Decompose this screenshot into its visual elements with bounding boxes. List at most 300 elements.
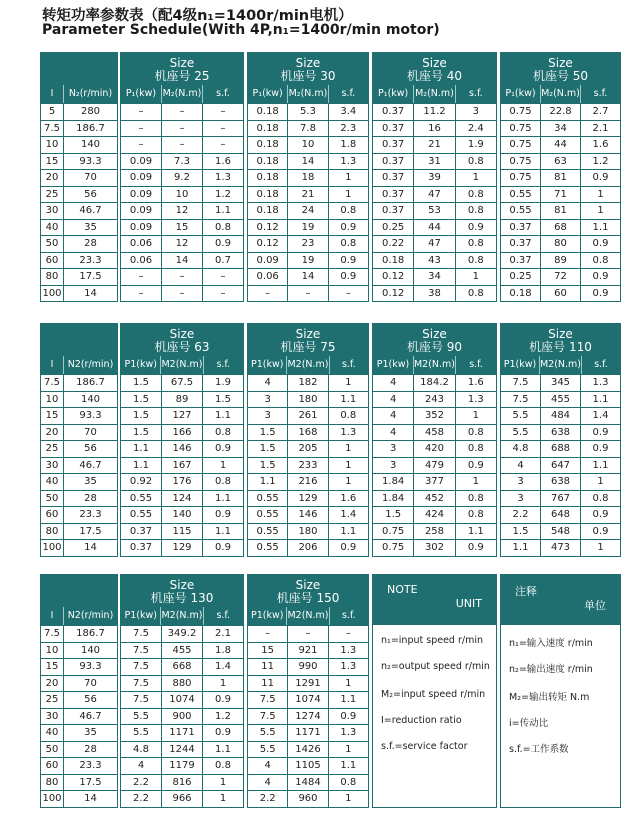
table-cell: 5.5 (501, 425, 540, 441)
rpm-header-blank (41, 53, 117, 85)
table-cell: – (162, 121, 202, 137)
table-row (501, 203, 620, 219)
table-cell: 0.55 (248, 524, 287, 540)
table-row (373, 269, 496, 285)
column-header: M₂(N.m) (162, 85, 203, 103)
table-row (41, 540, 117, 556)
table-cell: 1 (329, 474, 368, 490)
table-cell: 1 (581, 474, 620, 490)
table-cell: 1274 (288, 709, 327, 725)
table-cell: 1.2 (581, 154, 620, 170)
table-cell: 1.2 (203, 709, 243, 725)
table-cell: 2.7 (581, 104, 620, 120)
table-cell: 0.8 (456, 491, 496, 507)
table-cell: 1.84 (373, 474, 413, 490)
speed-cell: 70 (64, 676, 117, 692)
table-cell: 7.5 (121, 692, 161, 708)
ratio-cell: 60 (41, 758, 63, 774)
table-cell: 1.5 (121, 425, 161, 441)
ratio-cell: 10 (41, 643, 63, 659)
table-cell: 452 (414, 491, 454, 507)
table-row (121, 170, 243, 186)
table-cell: 0.9 (456, 220, 496, 236)
table-cell: 1179 (162, 758, 202, 774)
size-panel-header (248, 324, 368, 374)
size-label: Size (169, 578, 195, 592)
table-row (373, 203, 496, 219)
table-cell: 0.09 (121, 187, 161, 203)
speed-cell: 140 (64, 392, 117, 408)
table-row (41, 253, 117, 269)
table-row (248, 121, 368, 137)
ratio-cell: 100 (41, 791, 63, 807)
table-cell: 81 (541, 170, 580, 186)
table-row (501, 540, 620, 556)
table-cell: 0.9 (329, 253, 368, 269)
table-cell: 302 (414, 540, 454, 556)
table-cell: 47 (414, 187, 454, 203)
table-cell: 0.09 (121, 154, 161, 170)
table-cell: 1.6 (329, 491, 368, 507)
table-row (121, 375, 243, 391)
table-row (41, 203, 117, 219)
column-headers (373, 85, 496, 103)
table-row (121, 187, 243, 203)
table-cell: 1.5 (248, 441, 287, 457)
table-cell: 39 (414, 170, 454, 186)
table-cell: 0.75 (373, 524, 413, 540)
table-cell: 4 (501, 458, 540, 474)
speed-cell: 93.3 (64, 408, 117, 424)
table-cell: – (121, 286, 161, 302)
table-cell: 5.5 (248, 725, 287, 741)
table-row (41, 408, 117, 424)
table-cell: 0.06 (121, 236, 161, 252)
table-cell: 146 (288, 507, 327, 523)
table-row (121, 725, 243, 741)
speed-cell: 56 (64, 692, 117, 708)
table-cell: 1291 (288, 676, 327, 692)
table-cell: 176 (162, 474, 202, 490)
frame-number: 机座号 63 (154, 340, 210, 354)
table-cell: 7.5 (121, 643, 161, 659)
table-cell: 5.5 (501, 408, 540, 424)
table-cell: 0.37 (373, 104, 413, 120)
table-row (41, 659, 117, 675)
table-row (248, 425, 368, 441)
table-cell: 1 (329, 676, 368, 692)
table-row (121, 137, 243, 153)
table-cell: 816 (162, 775, 202, 791)
size-label: Size (422, 56, 447, 70)
table-row (121, 775, 243, 791)
table-cell: 0.37 (373, 154, 413, 170)
column-headers (248, 356, 368, 374)
table-row (248, 524, 368, 540)
table-row (41, 441, 117, 457)
ratio-cell: 20 (41, 425, 63, 441)
table-cell: 1.5 (501, 524, 540, 540)
table-cell: 0.18 (248, 187, 287, 203)
table-cell: 1 (203, 676, 243, 692)
table-cell: 1 (329, 187, 368, 203)
table-row (248, 236, 368, 252)
table-cell: 0.9 (581, 507, 620, 523)
rpm-column-block (40, 574, 118, 808)
table-cell: 2.2 (501, 507, 540, 523)
table-cell: 1244 (162, 742, 202, 758)
table-cell: 23 (288, 236, 327, 252)
ratio-cell: 40 (41, 474, 63, 490)
table-cell: 0.75 (501, 170, 540, 186)
unit-title: UNIT (455, 597, 482, 610)
note-panel-cn (500, 574, 621, 808)
ratio-cell: 50 (41, 236, 63, 252)
ratio-cell: 60 (41, 253, 63, 269)
table-cell: 1 (581, 203, 620, 219)
note-header (373, 575, 496, 625)
table-cell: 1.5 (121, 392, 161, 408)
table-cell: 1.8 (329, 137, 368, 153)
page-title-cn: 转矩功率参数表（配4级n₁=1400r/min电机） (42, 8, 353, 24)
table-row (121, 104, 243, 120)
size-panel-header (248, 575, 368, 625)
table-cell: 1.5 (248, 458, 287, 474)
table-cell: – (329, 626, 368, 642)
table-row (248, 676, 368, 692)
table-cell: 0.8 (581, 491, 620, 507)
table-cell: 647 (541, 458, 580, 474)
table-cell: 180 (288, 524, 327, 540)
column-header: M2(N.m) (161, 607, 203, 625)
column-header: M2(N.m) (540, 356, 582, 374)
table-row (248, 742, 368, 758)
table-cell: 1.1 (203, 524, 243, 540)
table-row (501, 441, 620, 457)
table-cell: 0.18 (248, 154, 287, 170)
table-cell: 0.25 (501, 269, 540, 285)
size-panel-header (501, 53, 620, 103)
table-cell: 14 (162, 253, 202, 269)
table-row (41, 154, 117, 170)
table-cell: 648 (541, 507, 580, 523)
table-cell: 0.8 (456, 441, 496, 457)
size-panel-header (121, 575, 243, 625)
speed-cell: 28 (64, 491, 117, 507)
speed-cell: 70 (64, 425, 117, 441)
table-cell: 0.9 (456, 540, 496, 556)
table-cell: 0.9 (456, 458, 496, 474)
speed-cell: 46.7 (64, 709, 117, 725)
table-cell: 4 (121, 758, 161, 774)
table-cell: 455 (541, 392, 580, 408)
ratio-cell: 50 (41, 491, 63, 507)
size-panel (120, 52, 244, 302)
table-cell: 44 (541, 137, 580, 153)
table-cell: 34 (414, 269, 454, 285)
table-row (41, 758, 117, 774)
table-cell: 180 (288, 392, 327, 408)
ratio-cell: 15 (41, 659, 63, 675)
table-cell: 0.9 (203, 507, 243, 523)
table-cell: 1.3 (456, 392, 496, 408)
table-row (248, 626, 368, 642)
note-header (501, 575, 620, 625)
table-cell: 688 (541, 441, 580, 457)
table-cell: 4 (248, 375, 287, 391)
size-panel (120, 574, 244, 808)
table-cell: 1426 (288, 742, 327, 758)
table-cell: – (203, 286, 243, 302)
table-row (41, 791, 117, 807)
table-cell: 4.8 (501, 441, 540, 457)
table-cell: – (121, 104, 161, 120)
table-cell: 0.8 (456, 154, 496, 170)
table-row (41, 236, 117, 252)
frame-number: 机座号 150 (276, 591, 340, 605)
rpm-column-headers (41, 85, 117, 103)
size-panel-header (121, 324, 243, 374)
rpm-column-headers (41, 356, 117, 374)
table-cell: 0.37 (501, 220, 540, 236)
frame-number: 机座号 50 (532, 69, 589, 83)
table-row (121, 791, 243, 807)
table-cell: 0.55 (248, 491, 287, 507)
table-row (121, 692, 243, 708)
table-cell: 1 (456, 269, 496, 285)
table-cell: 1.1 (581, 392, 620, 408)
table-cell: 0.9 (581, 286, 620, 302)
table-cell: 7.5 (501, 375, 540, 391)
table-cell: 0.9 (203, 441, 243, 457)
table-cell: 0.55 (248, 507, 287, 523)
table-row (121, 507, 243, 523)
column-header: P1(kw) (121, 607, 161, 625)
table-row (121, 203, 243, 219)
table-row (121, 286, 243, 302)
table-cell: 9.2 (162, 170, 202, 186)
table-cell: 1.1 (121, 441, 161, 457)
table-row (41, 643, 117, 659)
table-cell: 0.18 (248, 104, 287, 120)
size-panel (247, 52, 369, 302)
table-cell: 349.2 (162, 626, 202, 642)
note-line: n₂=输出速度 r/min (509, 664, 593, 675)
speed-cell: 186.7 (64, 121, 117, 137)
table-cell: 1 (329, 742, 368, 758)
table-row (121, 524, 243, 540)
table-cell: – (203, 104, 243, 120)
table-row (373, 137, 496, 153)
table-cell: 14 (288, 269, 327, 285)
table-cell: 7.5 (501, 392, 540, 408)
speed-cell: 186.7 (64, 375, 117, 391)
table-cell: 0.75 (501, 154, 540, 170)
table-cell: – (162, 286, 202, 302)
table-row (501, 408, 620, 424)
table-cell: 4 (248, 775, 287, 791)
speed-cell: 56 (64, 187, 117, 203)
table-cell: 3.4 (329, 104, 368, 120)
table-cell: 0.9 (581, 236, 620, 252)
table-cell: 1 (329, 375, 368, 391)
table-cell: 0.55 (501, 203, 540, 219)
table-cell: 1.1 (203, 408, 243, 424)
table-cell: 1.6 (456, 375, 496, 391)
table-cell: 473 (541, 540, 580, 556)
table-cell: 1 (456, 474, 496, 490)
table-cell: 1 (329, 458, 368, 474)
table-cell: 4 (373, 408, 413, 424)
table-cell: 1.1 (581, 220, 620, 236)
output-speed-header: N2(r/min) (67, 610, 114, 621)
speed-cell: 23.3 (64, 253, 117, 269)
table-cell: 18 (288, 170, 327, 186)
ratio-cell: 20 (41, 170, 63, 186)
table-cell: 1074 (288, 692, 327, 708)
output-speed-header: N₂(r/min) (68, 88, 113, 99)
note-line: s.f.=service factor (381, 741, 468, 752)
table-cell: – (162, 104, 202, 120)
table-cell: 5.5 (121, 725, 161, 741)
table-cell: – (288, 286, 327, 302)
table-cell: 0.75 (501, 104, 540, 120)
data-rows (501, 103, 620, 301)
size-panel (372, 323, 497, 557)
ratio-cell: 7.5 (41, 121, 63, 137)
rpm-column-block (40, 52, 118, 302)
table-row (373, 220, 496, 236)
table-cell: 2.3 (329, 121, 368, 137)
table-row (248, 458, 368, 474)
table-row (121, 540, 243, 556)
data-rows (501, 374, 620, 556)
table-cell: 1 (329, 170, 368, 186)
table-cell: 1.1 (203, 203, 243, 219)
table-row (121, 742, 243, 758)
ratio-cell: 30 (41, 458, 63, 474)
table-cell: 0.9 (203, 540, 243, 556)
ratio-cell: 40 (41, 725, 63, 741)
data-rows (373, 103, 496, 301)
note-line: n₂=output speed r/min (381, 661, 490, 672)
note-title: NOTE (387, 583, 418, 596)
ratio-cell: 25 (41, 441, 63, 457)
table-cell: 921 (288, 643, 327, 659)
data-rows (121, 103, 243, 301)
table-cell: 0.37 (373, 203, 413, 219)
note-title: 注释 (515, 585, 537, 598)
ratio-cell: 80 (41, 775, 63, 791)
note-line: M₂=input speed r/min (381, 689, 486, 700)
speed-cell: 186.7 (64, 626, 117, 642)
table-cell: 89 (541, 253, 580, 269)
table-cell: 0.18 (248, 203, 287, 219)
table-cell: – (288, 626, 327, 642)
table-row (121, 659, 243, 675)
column-header: s.f. (594, 359, 608, 370)
table-cell: 0.09 (121, 170, 161, 186)
table-cell: 0.75 (501, 121, 540, 137)
table-cell: 1484 (288, 775, 327, 791)
table-cell: 0.18 (248, 121, 287, 137)
table-row (373, 392, 496, 408)
table-row (41, 524, 117, 540)
table-cell: 0.92 (121, 474, 161, 490)
column-header: P₁(kw) (501, 85, 541, 103)
ratio-cell: 5 (41, 104, 63, 120)
table-cell: 1.3 (329, 154, 368, 170)
table-cell: 167 (162, 458, 202, 474)
table-cell: 1.4 (203, 659, 243, 675)
table-row (373, 491, 496, 507)
column-headers (121, 607, 243, 625)
column-header: s.f. (216, 610, 231, 621)
table-row (248, 692, 368, 708)
table-row (248, 187, 368, 203)
table-cell: 1.8 (203, 643, 243, 659)
table-row (501, 458, 620, 474)
column-header: M2(N.m) (287, 356, 329, 374)
table-row (121, 154, 243, 170)
table-row (248, 375, 368, 391)
table-row (41, 692, 117, 708)
table-cell: 2.1 (203, 626, 243, 642)
rpm-header-blank (41, 575, 117, 607)
table-cell: 1.1 (501, 540, 540, 556)
table-row (121, 441, 243, 457)
table-cell: 1.4 (581, 408, 620, 424)
size-label: Size (295, 56, 321, 70)
table-cell: 81 (541, 203, 580, 219)
column-headers (121, 85, 243, 103)
speed-cell: 35 (64, 220, 117, 236)
ratio-cell: 50 (41, 742, 63, 758)
table-row (501, 507, 620, 523)
column-header: M₂(N.m) (288, 85, 328, 103)
table-cell: 0.37 (373, 137, 413, 153)
table-row (373, 408, 496, 424)
table-row (248, 758, 368, 774)
table-row (121, 269, 243, 285)
table-cell: 638 (541, 425, 580, 441)
table-row (41, 269, 117, 285)
table-cell: 0.12 (248, 220, 287, 236)
column-headers (248, 85, 368, 103)
table-row (41, 220, 117, 236)
table-cell: 479 (414, 458, 454, 474)
table-cell: 1 (456, 408, 496, 424)
table-cell: 206 (288, 540, 327, 556)
table-cell: 1.3 (329, 425, 368, 441)
table-cell: 127 (162, 408, 202, 424)
table-row (501, 236, 620, 252)
ratio-cell: 15 (41, 154, 63, 170)
table-row (41, 474, 117, 490)
table-cell: – (162, 269, 202, 285)
table-row (373, 154, 496, 170)
table-cell: 2.4 (456, 121, 496, 137)
table-cell: 7.8 (288, 121, 327, 137)
table-cell: 140 (162, 507, 202, 523)
column-header: s.f. (216, 359, 231, 370)
table-cell: 1.1 (581, 458, 620, 474)
table-cell: 1105 (288, 758, 327, 774)
table-cell: 1.9 (203, 375, 243, 391)
table-row (41, 121, 117, 137)
table-cell: 1 (581, 540, 620, 556)
table-cell: 2.2 (121, 775, 161, 791)
